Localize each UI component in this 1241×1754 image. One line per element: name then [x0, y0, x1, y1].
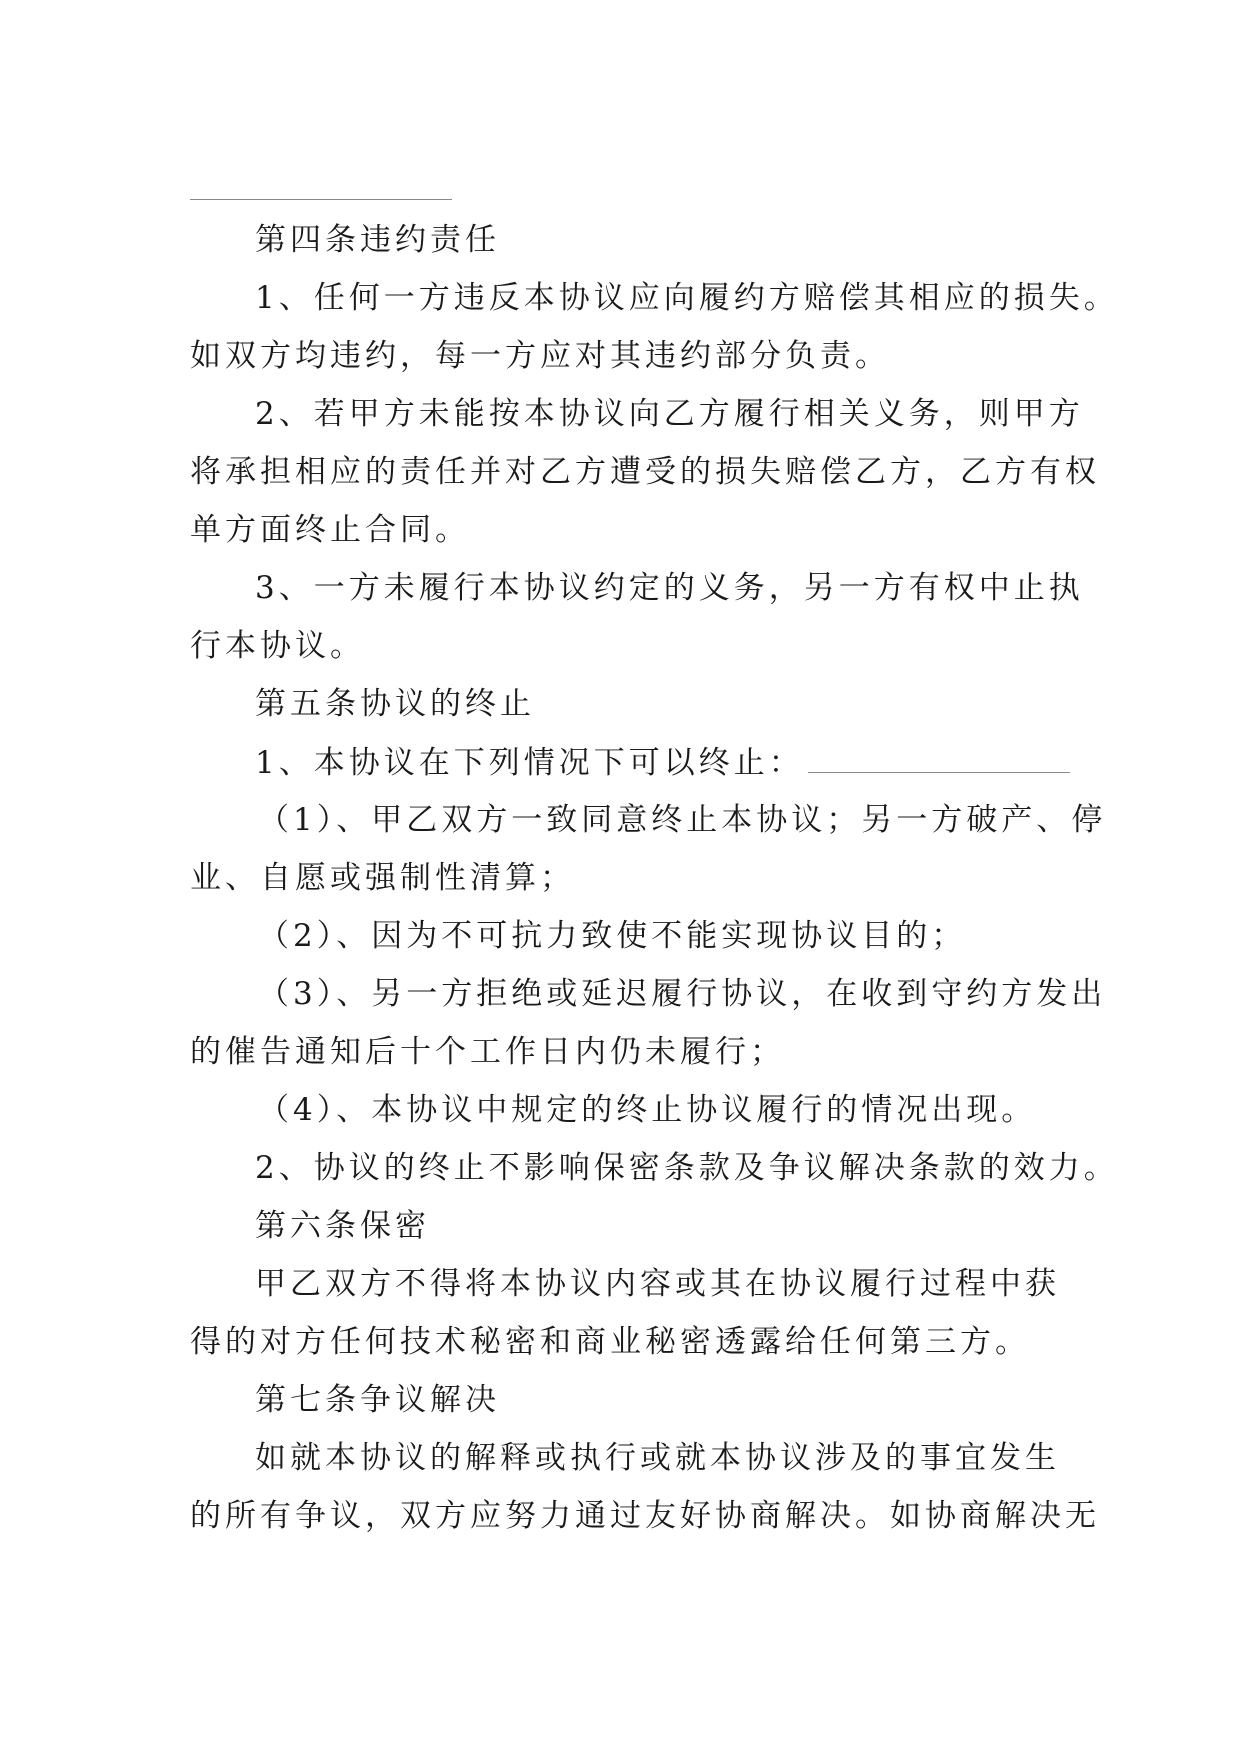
paragraph-line: （1）、甲乙双方一致同意终止本协议；另一方破产、停 — [258, 802, 1107, 838]
paragraph-line: 甲乙双方不得将本协议内容或其在协议履行过程中获 — [255, 1266, 1060, 1302]
paragraph-line: （2）、因为不可抗力致使不能实现协议目的； — [258, 918, 967, 954]
paragraph-text: 1、本协议在下列情况下可以终止： — [255, 745, 804, 781]
paragraph-line: 2、协议的终止不影响保密条款及争议解决条款的效力。 — [255, 1150, 1119, 1186]
paragraph-line: 单方面终止合同。 — [190, 512, 470, 548]
paragraph-line: 行本协议。 — [190, 628, 365, 664]
paragraph-line-with-blank — [255, 742, 1070, 782]
top-blank-line — [190, 199, 452, 200]
paragraph-line: 业、自愿或强制性清算； — [190, 860, 575, 896]
paragraph-line: 1、任何一方违反本协议应向履约方赔偿其相应的损失。 — [255, 280, 1119, 316]
paragraph-line: 的所有争议，双方应努力通过友好协商解决。如协商解决无 — [190, 1498, 1100, 1534]
fill-in-blank — [808, 742, 1070, 773]
paragraph-line: 3、一方未履行本协议约定的义务，另一方有权中止执 — [255, 570, 1084, 606]
article-5-heading: 第五条协议的终止 — [255, 686, 535, 722]
paragraph-line: 得的对方任何技术秘密和商业秘密透露给任何第三方。 — [190, 1324, 1030, 1360]
paragraph-line: （3）、另一方拒绝或延迟履行协议，在收到守约方发出 — [258, 976, 1107, 1012]
paragraph-line: 如双方均违约，每一方应对其违约部分负责。 — [190, 338, 890, 374]
article-4-heading: 第四条违约责任 — [255, 222, 500, 258]
article-7-heading: 第七条争议解决 — [255, 1382, 500, 1418]
paragraph-line: （4）、本协议中规定的终止协议履行的情况出现。 — [258, 1092, 1037, 1128]
paragraph-line: 将承担相应的责任并对乙方遭受的损失赔偿乙方，乙方有权 — [190, 454, 1100, 490]
paragraph-line: 如就本协议的解释或执行或就本协议涉及的事宜发生 — [255, 1440, 1060, 1476]
article-6-heading: 第六条保密 — [255, 1208, 430, 1244]
paragraph-line: 2、若甲方未能按本协议向乙方履行相关义务，则甲方 — [255, 396, 1084, 432]
paragraph-line: 的催告通知后十个工作日内仍未履行； — [190, 1034, 785, 1070]
